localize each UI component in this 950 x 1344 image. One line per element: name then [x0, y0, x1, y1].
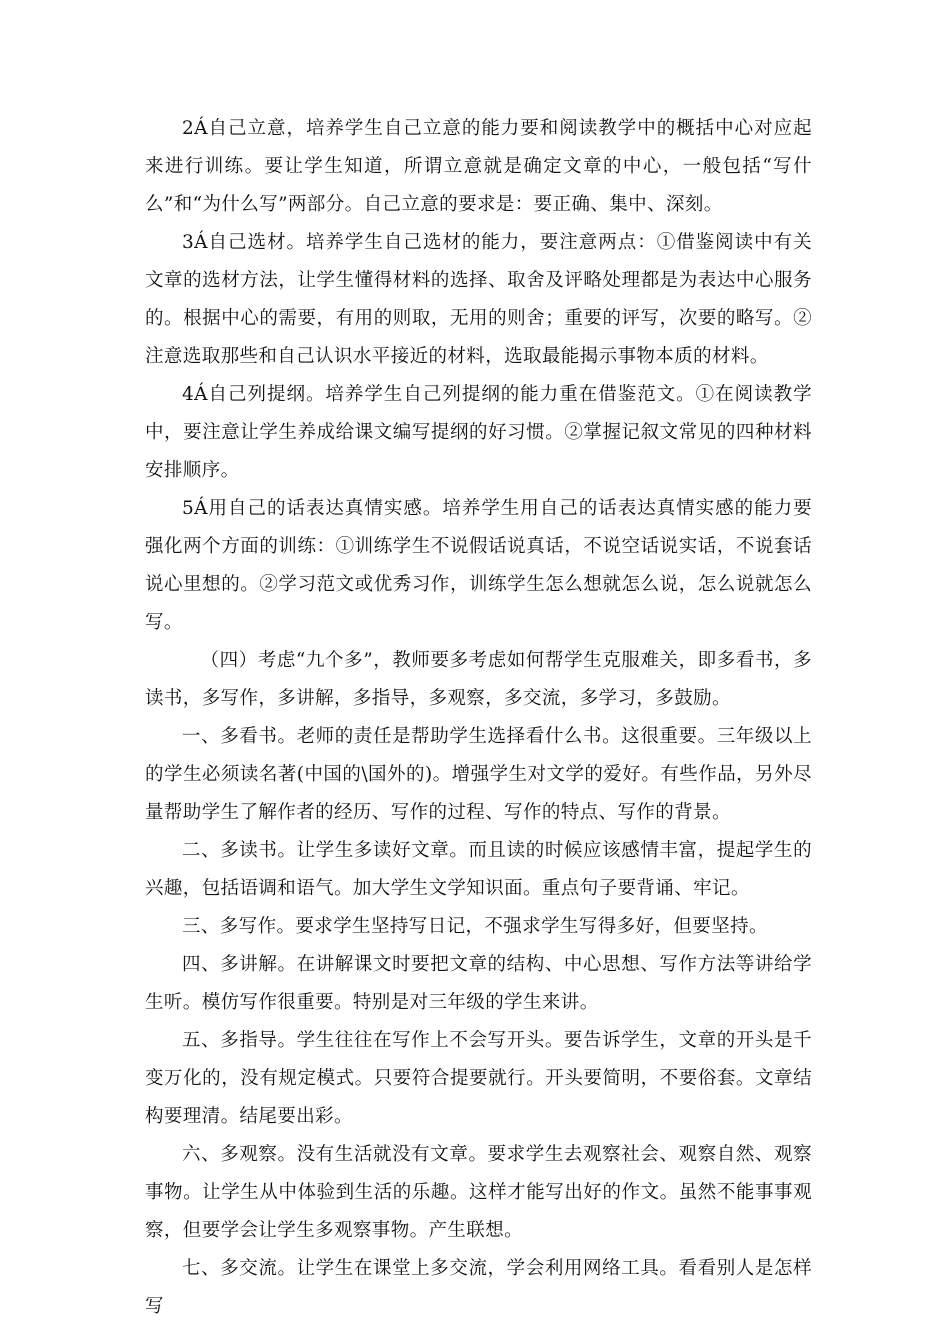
document-page	[145, 110, 812, 1326]
paragraph-communicate-more: 七、多交流。让学生在课堂上多交流，学会利用网络工具。看看别人是怎样写	[145, 1258, 812, 1317]
paragraph-own-words: 5Á用自己的话表达真情实感。培养学生用自己的话表达真情实感的能力要强化两个方面的训练：①训练学生不说假话说真话，不说空话说实话，不说套话说心里想的。②学习范文或优秀习作，训练学生怎么想就怎么说，怎么说就怎么写。	[145, 498, 812, 633]
paragraph-self-material: 3Á自己选材。培养学生自己选材的能力，要注意两点：①借鉴阅读中有关文章的选材方法，让学生懂得材料的选择、取舍及评略处理都是为表达中心服务的。根据中心的需要，有用的则取，无用的则舍；重要的评写，次要的略写。②注意选取那些和自己认识水平接近的材料，选取最能揭示事物本质的材料。	[145, 232, 812, 367]
paragraph-read-books: 一、多看书。老师的责任是帮助学生选择看什么书。这很重要。三年级以上的学生必须读名著(中国的\国外的)。增强学生对文学的爱好。有些作品，另外尽量帮助学生了解作者的经历、写作的过程、写作的特点、写作的背景。	[145, 726, 812, 823]
paragraph-explain-more: 四、多讲解。在讲解课文时要把文章的结构、中心思想、写作方法等讲给学生听。模仿写作很重要。特别是对三年级的学生来讲。	[145, 954, 812, 1013]
paragraph-nine-mores: （四）考虑“九个多”，教师要多考虑如何帮学生克服难关，即多看书，多读书，多写作，多讲解，多指导，多观察，多交流，多学习，多鼓励。	[145, 650, 812, 709]
paragraph-write-more: 三、多写作。要求学生坚持写日记，不强求学生写得多好，但要坚持。	[182, 916, 768, 937]
paragraph-observe-more: 六、多观察。没有生活就没有文章。要求学生去观察社会、观察自然、观察事物。让学生从中体验到生活的乐趣。这样才能写出好的作文。虽然不能事事观察，但要学会让学生多观察事物。产生联想。	[145, 1144, 812, 1241]
paragraph-guide-more: 五、多指导。学生往往在写作上不会写开头。要告诉学生，文章的开头是千变万化的，没有规定模式。只要符合提要就行。开头要简明，不要俗套。文章结构要理清。结尾要出彩。	[145, 1030, 812, 1127]
paragraph-self-outline: 4Á自己列提纲。培养学生自己列提纲的能力重在借鉴范文。①在阅读教学中，要注意让学生养成给课文编写提纲的好习惯。②掌握记叙文常见的四种材料安排顺序。	[145, 384, 812, 481]
paragraph-self-theme: 2Á自己立意，培养学生自己立意的能力要和阅读教学中的概括中心对应起来进行训练。要让学生知道，所谓立意就是确定文章的中心，一般包括“写什么”和“为什么写”两部分。自己立意的要求是：要正确、集中、深刻。	[145, 118, 812, 215]
paragraph-read-aloud: 二、多读书。让学生多读好文章。而且读的时候应该感情丰富，提起学生的兴趣，包括语调和语气。加大学生文学知识面。重点句子要背诵、牢记。	[145, 840, 812, 899]
